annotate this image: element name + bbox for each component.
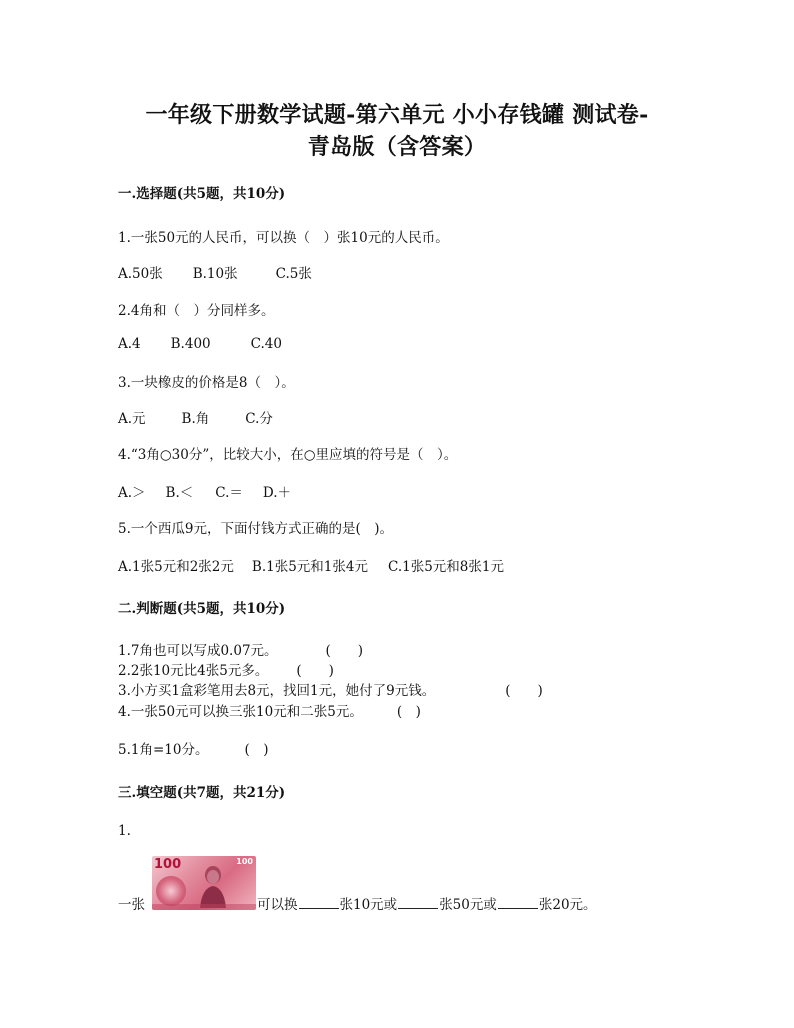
judgement-paren: ( ): [325, 643, 364, 659]
option: A.1张5元和2张2元: [118, 559, 234, 575]
option: A.＞: [118, 485, 146, 501]
judgement-item: [118, 738, 269, 758]
fill-prefix: 一张: [118, 897, 145, 913]
section-heading-fill-in: 三.填空题(共7题，共21分): [118, 785, 286, 801]
question-text: 2.4角和（ ）分同样多。: [118, 303, 275, 319]
fill-question-number: 1.: [118, 823, 131, 839]
judgement-text: 5.1角=10分。: [118, 742, 209, 758]
option: C.5张: [275, 266, 312, 282]
question-text: 3.一块橡皮的价格是8（ ）。: [118, 375, 295, 391]
answer-blank[interactable]: [299, 894, 339, 909]
banknote-denomination-small: 100: [236, 857, 253, 866]
question-text: 1.一张50元的人民币，可以换（ ）张10元的人民币。: [118, 230, 449, 246]
option: B.角: [181, 411, 210, 427]
option: B.1张5元和1张4元: [251, 559, 368, 575]
judgement-paren: ( ): [396, 704, 421, 720]
fill-question-line: [118, 893, 597, 913]
fill-text: 张20元。: [538, 897, 597, 913]
option: B.400: [170, 336, 211, 352]
judgement-text: 1.7角也可以写成0.07元。: [118, 643, 278, 659]
option: C.40: [250, 336, 282, 352]
judgement-paren: ( ): [244, 742, 269, 758]
fill-text: 张10元或: [339, 897, 398, 913]
section-heading-judgement: 二.判断题(共5题，共10分): [118, 601, 286, 617]
answer-blank[interactable]: [398, 894, 438, 909]
question-options: [118, 336, 282, 352]
fill-text: 可以换: [257, 897, 298, 913]
page-title-line-2: 青岛版（含答案）: [307, 134, 487, 160]
question-options: [118, 262, 312, 282]
fill-text: 张50元或: [439, 897, 497, 913]
option: C.＝: [215, 485, 243, 501]
section-heading-choice: 一.选择题(共5题，共10分): [118, 186, 286, 202]
judgement-item: [118, 679, 543, 699]
judgement-text: 2.2张10元比4张5元多。: [118, 663, 269, 679]
option: A.4: [118, 336, 141, 352]
page-title-line-1: 一年级下册数学试题-第六单元 小小存钱罐 测试卷-: [145, 102, 649, 128]
judgement-item: [118, 639, 363, 659]
question-options: [118, 555, 504, 575]
option: C.1张5元和8张1元: [387, 559, 504, 575]
judgement-paren: ( ): [296, 663, 334, 679]
question-options: [118, 481, 291, 501]
option: A.元: [118, 411, 146, 427]
judgement-text: 3.小方买1盒彩笔用去8元，找回1元，她付了9元钱。: [118, 683, 436, 699]
option: D.＋: [262, 485, 292, 501]
option: A.50张: [118, 266, 163, 282]
option: B.10张: [192, 266, 238, 282]
question-text: 4.“3角○30分”，比较大小，在○里应填的符号是（ ）。: [118, 447, 458, 463]
judgement-item: [118, 659, 334, 679]
option: B.＜: [165, 485, 194, 501]
question-text: 5.一个西瓜9元，下面付钱方式正确的是( )。: [118, 521, 394, 537]
judgement-item: [118, 700, 421, 720]
question-options: [118, 407, 273, 427]
judgement-paren: ( ): [505, 683, 543, 699]
option: C.分: [245, 411, 273, 427]
banknote-denomination: 100: [154, 857, 182, 872]
answer-blank[interactable]: [498, 894, 538, 909]
judgement-text: 4.一张50元可以换三张10元和二张5元。: [118, 704, 363, 720]
